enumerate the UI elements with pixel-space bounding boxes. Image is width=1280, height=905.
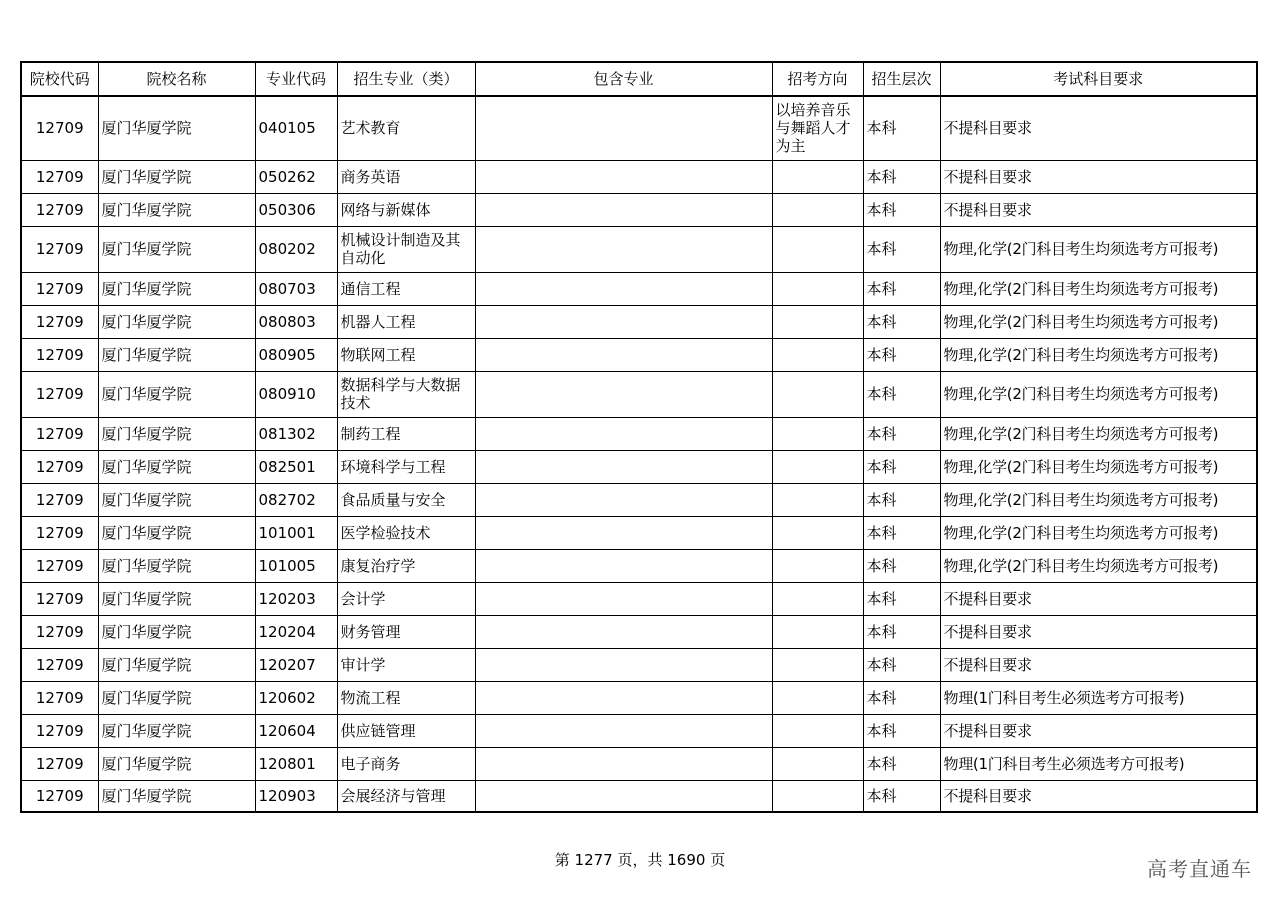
- cell-major-code: 120204: [255, 615, 337, 648]
- cell-major-code: 101005: [255, 549, 337, 582]
- table-row: [21, 417, 1257, 450]
- header-major: 招生专业（类）: [337, 62, 475, 96]
- cell-level: 本科: [863, 417, 940, 450]
- cell-direction: [772, 338, 863, 371]
- cell-school-code: 12709: [21, 226, 98, 272]
- cell-requirement: 不提科目要求: [940, 648, 1257, 681]
- cell-major: 审计学: [337, 648, 475, 681]
- cell-school-code: 12709: [21, 780, 98, 812]
- cell-level: 本科: [863, 272, 940, 305]
- header-included-majors: 包含专业: [475, 62, 772, 96]
- cell-major-code: 081302: [255, 417, 337, 450]
- cell-major: 环境科学与工程: [337, 450, 475, 483]
- cell-level: 本科: [863, 747, 940, 780]
- cell-included-majors: [475, 96, 772, 160]
- cell-included-majors: [475, 272, 772, 305]
- cell-included-majors: [475, 160, 772, 193]
- table-row: [21, 160, 1257, 193]
- cell-requirement: 不提科目要求: [940, 615, 1257, 648]
- cell-major-code: 082501: [255, 450, 337, 483]
- cell-major-code: 120604: [255, 714, 337, 747]
- cell-major: 网络与新媒体: [337, 193, 475, 226]
- cell-direction: 以培养音乐与舞蹈人才为主: [772, 96, 863, 160]
- cell-requirement: 物理,化学(2门科目考生均须选考方可报考): [940, 226, 1257, 272]
- header-school-code: 院校代码: [21, 62, 98, 96]
- cell-school-name: 厦门华厦学院: [98, 549, 255, 582]
- cell-level: 本科: [863, 450, 940, 483]
- header-school-name: 院校名称: [98, 62, 255, 96]
- cell-requirement: 物理,化学(2门科目考生均须选考方可报考): [940, 338, 1257, 371]
- cell-included-majors: [475, 305, 772, 338]
- cell-level: 本科: [863, 582, 940, 615]
- cell-level: 本科: [863, 193, 940, 226]
- cell-direction: [772, 226, 863, 272]
- cell-school-name: 厦门华厦学院: [98, 272, 255, 305]
- cell-major-code: 120203: [255, 582, 337, 615]
- table-row: [21, 371, 1257, 417]
- cell-direction: [772, 272, 863, 305]
- header-level: 招生层次: [863, 62, 940, 96]
- cell-school-name: 厦门华厦学院: [98, 483, 255, 516]
- cell-school-name: 厦门华厦学院: [98, 305, 255, 338]
- cell-school-name: 厦门华厦学院: [98, 96, 255, 160]
- cell-major-code: 120903: [255, 780, 337, 812]
- cell-included-majors: [475, 681, 772, 714]
- cell-requirement: 物理,化学(2门科目考生均须选考方可报考): [940, 516, 1257, 549]
- cell-included-majors: [475, 714, 772, 747]
- cell-direction: [772, 549, 863, 582]
- cell-requirement: 物理,化学(2门科目考生均须选考方可报考): [940, 272, 1257, 305]
- cell-level: 本科: [863, 681, 940, 714]
- cell-school-code: 12709: [21, 681, 98, 714]
- cell-school-name: 厦门华厦学院: [98, 615, 255, 648]
- cell-requirement: 不提科目要求: [940, 96, 1257, 160]
- cell-school-name: 厦门华厦学院: [98, 160, 255, 193]
- cell-major: 艺术教育: [337, 96, 475, 160]
- cell-major: 机械设计制造及其自动化: [337, 226, 475, 272]
- table-row: [21, 516, 1257, 549]
- cell-school-code: 12709: [21, 417, 98, 450]
- cell-major: 制药工程: [337, 417, 475, 450]
- cell-requirement: 不提科目要求: [940, 780, 1257, 812]
- header-major-code: 专业代码: [255, 62, 337, 96]
- cell-major-code: 120801: [255, 747, 337, 780]
- cell-school-code: 12709: [21, 582, 98, 615]
- cell-school-name: 厦门华厦学院: [98, 193, 255, 226]
- cell-requirement: 物理,化学(2门科目考生均须选考方可报考): [940, 417, 1257, 450]
- table-row: [21, 450, 1257, 483]
- cell-school-name: 厦门华厦学院: [98, 714, 255, 747]
- cell-school-name: 厦门华厦学院: [98, 582, 255, 615]
- cell-requirement: 不提科目要求: [940, 160, 1257, 193]
- page-number: 第 1277 页，共 1690 页: [554, 851, 726, 869]
- table-row: [21, 582, 1257, 615]
- cell-direction: [772, 648, 863, 681]
- cell-school-code: 12709: [21, 483, 98, 516]
- cell-requirement: 物理,化学(2门科目考生均须选考方可报考): [940, 549, 1257, 582]
- cell-included-majors: [475, 582, 772, 615]
- enrollment-table: [20, 61, 1258, 813]
- cell-direction: [772, 714, 863, 747]
- cell-major-code: 080703: [255, 272, 337, 305]
- cell-school-code: 12709: [21, 305, 98, 338]
- table-row: [21, 193, 1257, 226]
- cell-major-code: 040105: [255, 96, 337, 160]
- cell-school-code: 12709: [21, 96, 98, 160]
- table-row: [21, 615, 1257, 648]
- cell-level: 本科: [863, 226, 940, 272]
- cell-major: 财务管理: [337, 615, 475, 648]
- cell-included-majors: [475, 549, 772, 582]
- cell-requirement: 物理,化学(2门科目考生均须选考方可报考): [940, 450, 1257, 483]
- table-row: [21, 226, 1257, 272]
- cell-school-code: 12709: [21, 714, 98, 747]
- cell-school-name: 厦门华厦学院: [98, 780, 255, 812]
- cell-school-name: 厦门华厦学院: [98, 226, 255, 272]
- cell-level: 本科: [863, 483, 940, 516]
- cell-school-code: 12709: [21, 549, 98, 582]
- cell-requirement: 不提科目要求: [940, 582, 1257, 615]
- cell-school-name: 厦门华厦学院: [98, 747, 255, 780]
- table-row: [21, 780, 1257, 812]
- cell-included-majors: [475, 226, 772, 272]
- cell-major: 商务英语: [337, 160, 475, 193]
- cell-direction: [772, 305, 863, 338]
- header-direction: 招考方向: [772, 62, 863, 96]
- cell-included-majors: [475, 338, 772, 371]
- cell-major: 数据科学与大数据技术: [337, 371, 475, 417]
- table-row: [21, 549, 1257, 582]
- cell-requirement: 不提科目要求: [940, 714, 1257, 747]
- cell-school-name: 厦门华厦学院: [98, 648, 255, 681]
- cell-included-majors: [475, 747, 772, 780]
- cell-school-name: 厦门华厦学院: [98, 417, 255, 450]
- cell-major-code: 080202: [255, 226, 337, 272]
- cell-school-code: 12709: [21, 160, 98, 193]
- table-row: [21, 96, 1257, 160]
- cell-school-name: 厦门华厦学院: [98, 450, 255, 483]
- cell-level: 本科: [863, 780, 940, 812]
- cell-included-majors: [475, 615, 772, 648]
- cell-school-code: 12709: [21, 338, 98, 371]
- cell-major-code: 101001: [255, 516, 337, 549]
- cell-major: 康复治疗学: [337, 549, 475, 582]
- cell-major-code: 080910: [255, 371, 337, 417]
- header-requirement: 考试科目要求: [940, 62, 1257, 96]
- cell-direction: [772, 780, 863, 812]
- cell-major-code: 082702: [255, 483, 337, 516]
- table-row: [21, 648, 1257, 681]
- cell-included-majors: [475, 483, 772, 516]
- cell-included-majors: [475, 193, 772, 226]
- cell-level: 本科: [863, 160, 940, 193]
- watermark: 高考直通车: [1147, 857, 1252, 881]
- cell-school-name: 厦门华厦学院: [98, 371, 255, 417]
- cell-major-code: 120207: [255, 648, 337, 681]
- cell-major-code: 080905: [255, 338, 337, 371]
- cell-major: 电子商务: [337, 747, 475, 780]
- cell-level: 本科: [863, 648, 940, 681]
- cell-level: 本科: [863, 714, 940, 747]
- table-row: [21, 272, 1257, 305]
- cell-included-majors: [475, 780, 772, 812]
- cell-major: 食品质量与安全: [337, 483, 475, 516]
- cell-direction: [772, 747, 863, 780]
- cell-level: 本科: [863, 305, 940, 338]
- cell-major: 物联网工程: [337, 338, 475, 371]
- cell-school-code: 12709: [21, 272, 98, 305]
- table-row: [21, 681, 1257, 714]
- table-row: [21, 747, 1257, 780]
- cell-requirement: 物理,化学(2门科目考生均须选考方可报考): [940, 371, 1257, 417]
- table-row: [21, 338, 1257, 371]
- cell-school-code: 12709: [21, 648, 98, 681]
- cell-direction: [772, 371, 863, 417]
- cell-school-code: 12709: [21, 193, 98, 226]
- cell-school-name: 厦门华厦学院: [98, 681, 255, 714]
- cell-included-majors: [475, 450, 772, 483]
- table-body: [21, 96, 1257, 812]
- cell-direction: [772, 483, 863, 516]
- cell-requirement: 物理,化学(2门科目考生均须选考方可报考): [940, 483, 1257, 516]
- cell-direction: [772, 582, 863, 615]
- cell-level: 本科: [863, 96, 940, 160]
- cell-major: 医学检验技术: [337, 516, 475, 549]
- cell-level: 本科: [863, 615, 940, 648]
- cell-major-code: 050306: [255, 193, 337, 226]
- cell-included-majors: [475, 648, 772, 681]
- cell-direction: [772, 615, 863, 648]
- cell-major: 物流工程: [337, 681, 475, 714]
- cell-requirement: 物理(1门科目考生必须选考方可报考): [940, 747, 1257, 780]
- cell-included-majors: [475, 516, 772, 549]
- cell-major: 会展经济与管理: [337, 780, 475, 812]
- cell-requirement: 物理(1门科目考生必须选考方可报考): [940, 681, 1257, 714]
- table-header-row: [21, 62, 1257, 96]
- cell-major: 供应链管理: [337, 714, 475, 747]
- cell-school-code: 12709: [21, 615, 98, 648]
- cell-school-code: 12709: [21, 747, 98, 780]
- cell-level: 本科: [863, 338, 940, 371]
- cell-major: 会计学: [337, 582, 475, 615]
- cell-major-code: 050262: [255, 160, 337, 193]
- cell-requirement: 物理,化学(2门科目考生均须选考方可报考): [940, 305, 1257, 338]
- cell-school-code: 12709: [21, 516, 98, 549]
- cell-direction: [772, 193, 863, 226]
- cell-included-majors: [475, 371, 772, 417]
- cell-major-code: 120602: [255, 681, 337, 714]
- cell-requirement: 不提科目要求: [940, 193, 1257, 226]
- cell-school-name: 厦门华厦学院: [98, 338, 255, 371]
- cell-direction: [772, 516, 863, 549]
- cell-included-majors: [475, 417, 772, 450]
- cell-major: 通信工程: [337, 272, 475, 305]
- cell-direction: [772, 681, 863, 714]
- cell-major-code: 080803: [255, 305, 337, 338]
- cell-school-code: 12709: [21, 371, 98, 417]
- cell-school-code: 12709: [21, 450, 98, 483]
- cell-direction: [772, 450, 863, 483]
- cell-school-name: 厦门华厦学院: [98, 516, 255, 549]
- cell-direction: [772, 417, 863, 450]
- cell-level: 本科: [863, 371, 940, 417]
- table-row: [21, 714, 1257, 747]
- cell-direction: [772, 160, 863, 193]
- table-row: [21, 483, 1257, 516]
- cell-level: 本科: [863, 516, 940, 549]
- cell-major: 机器人工程: [337, 305, 475, 338]
- table-row: [21, 305, 1257, 338]
- cell-level: 本科: [863, 549, 940, 582]
